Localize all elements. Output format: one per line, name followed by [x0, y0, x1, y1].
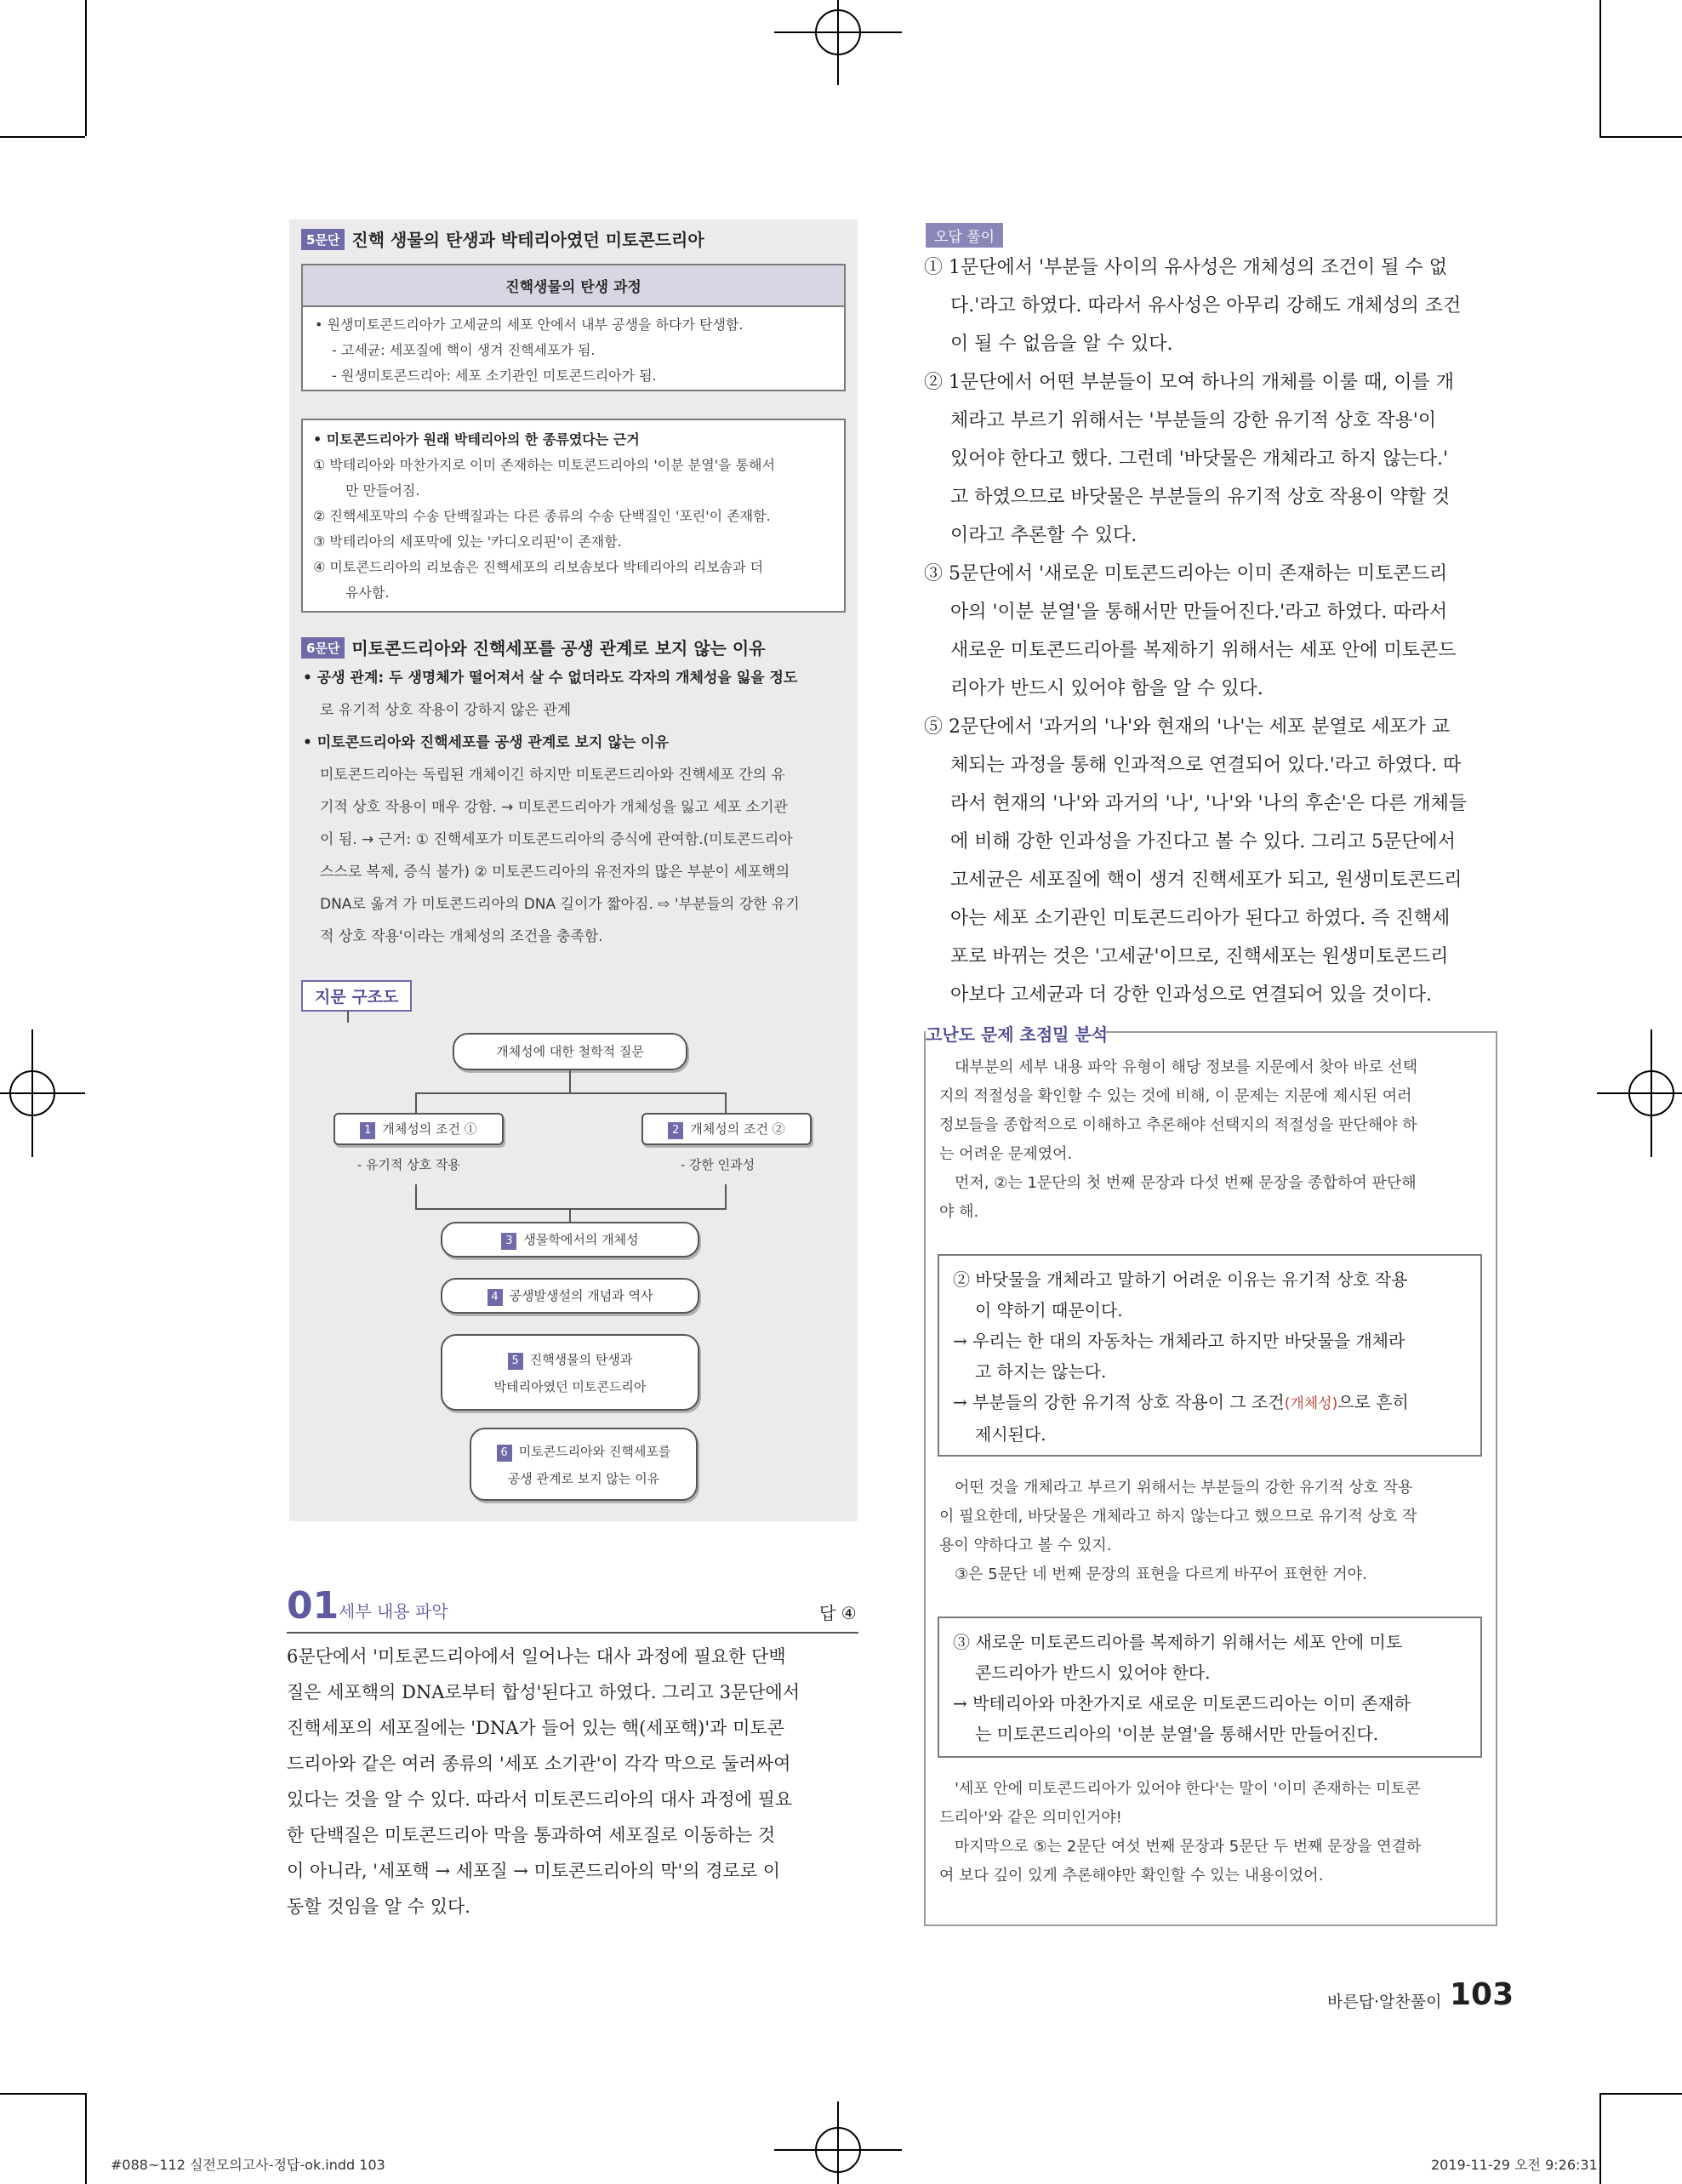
- node-1-sub: - 유기적 상호 작용: [357, 1157, 460, 1172]
- birth-process-title: 진핵생물의 탄생 과정: [303, 265, 844, 307]
- registration-mark: [9, 1070, 55, 1116]
- birth-process-box: 진핵생물의 탄생 과정 • 원생미토콘드리아가 고세균의 세포 안에서 내부 공생을 하다가 탄생함. - 고세균: 세포질에 핵이 생겨 진핵세포가 됨. - 원생미토콘드리아: 세포 소기관인 미토콘드리아가 됨.: [301, 264, 846, 391]
- crop-mark: [1599, 0, 1601, 136]
- focus-analysis-title: 고난도 문제 초점밀 분석: [926, 1024, 1109, 1045]
- connector: [725, 1092, 727, 1113]
- node-4: 4 공생발생설의 개념과 역사: [441, 1278, 699, 1314]
- highlight-annotation: (개체성): [1284, 1395, 1338, 1412]
- focus-paragraph-3: '세포 안에 미토콘드리아가 있어야 한다'는 말이 '이미 존재하는 미토콘 드리아'와 같은 의미인거야! 마지막으로 ⑤는 2문단 여섯 번째 문장과 5문단 두 번째 문장을 연결하 여 보다 깊이 있게 추론해야만 확인할 수 있는 내용이었어.: [939, 1780, 1422, 1885]
- registration-mark: [815, 9, 861, 55]
- quote-box-2: ② 바닷물을 개체라고 말하기 어려운 이유는 유기적 상호 작용 이 약하기 때문이다. → 우리는 한 대의 자동차는 개체라고 하지만 바닷물을 개체라 고 하지는 않는다. → 부분들의 강한 유기적 상호 작용이 그 조건(개체성)으로 흔히 제시된다.: [938, 1254, 1482, 1457]
- crop-mark: [1599, 2093, 1682, 2095]
- evidence-title: • 미토콘드리아가 원래 박테리아의 한 종류였다는 근거: [313, 431, 640, 448]
- connector: [415, 1092, 417, 1113]
- question-number: 01: [287, 1584, 339, 1628]
- focus-paragraph-2: 어떤 것을 개체라고 부르기 위해서는 부분들의 강한 유기적 상호 작용 이 필요한데, 바닷물은 개체라고 하지 않는다고 했으므로 유기적 상호 작 용이 약하다고 볼 수 있지. ③은 5문단 네 번째 문장의 표현을 다르게 바꾸어 표현한 거야.: [939, 1479, 1417, 1583]
- connector: [569, 1070, 571, 1092]
- node-1: 1 개체성의 조건 ①: [334, 1113, 504, 1145]
- crop-mark: [0, 136, 85, 138]
- question-answer: 답 ④: [819, 1603, 857, 1623]
- node-root: 개체성에 대한 철학적 질문: [453, 1033, 687, 1070]
- crop-mark: [0, 2093, 85, 2095]
- evidence-box: • 미토콘드리아가 원래 박테리아의 한 종류였다는 근거 ① 박테리아와 마찬가지로 이미 존재하는 미토콘드리아의 '이분 분열'을 통해서 만 만들어짐. ② 진핵세포막의 수송 단백질과는 다른 종류의 수송 단백질인 '포린'이 존재함. ③ 박테리아의 세포막에 있는 '카디오리핀'이 존재함. ④ 미토콘드리아의 리보솜은 진핵세포의 리보솜보다 박테리아의 리보솜과 더 유사함.: [301, 419, 846, 613]
- print-slug-date: 2019-11-29 오전 9:26:31: [1431, 2157, 1598, 2173]
- section5-tag: 5문단: [301, 229, 345, 250]
- wrong-answer-explanation: ① 1문단에서 '부분들 사이의 유사성은 개체성의 조건이 될 수 없 다.'라고 하였다. 따라서 유사성은 아무리 강해도 개체성의 조건 이 될 수 없음을 알 수 있다. ② 1문단에서 어떤 부분들이 모여 하나의 개체를 이룰 때, 이를 개 체라고 부르기 위해서는 '부분들의 강한 유기적 상호 작용'이 있어야 한다고 했다. 그런데 '바닷물은 개체라고 하지 않는다.' 고 하였으므로 바닷물은 부분들의 유기적 상호 작용이 약할 것 이라고 추론할 수 있다. ③ 5문단에서 '새로운 미토콘드리아는 이미 존재하는 미토콘드리 아의 '이분 분열'을 통해서만 만들어진다.'라고 하였다. 따라서 새로운 미토콘드리아를 복제하기 위해서는 세포 안에 미토콘드 리아가 반드시 있어야 함을 알 수 있다. ⑤ 2문단에서 '과거의 '나'와 현재의 '나'는 세포 분열로 세포가 교 체되는 과정을 통해 인과적으로 연결되어 있다.'라고 하였다. 따 라서 현재의 '나'와 과거의 '나', '나'와 '나의 후손'은 다른 개체들 에 비해 강한 인과성을 가진다고 볼 수 있다. 그리고 5문단에서 고세균은 세포질에 핵이 생겨 진핵세포가 되고, 원생미토콘드리 아는 세포 소기관인 미토콘드리아가 된다고 하였다. 즉 진핵세 포로 바뀌는 것은 '고세균'이므로, 진핵세포는 원생미토콘드리 아보다 고세균과 더 강한 인과성으로 연결되어 있을 것이다.: [924, 257, 1468, 1006]
- question-type: 세부 내용 파악: [339, 1601, 448, 1622]
- question-divider: [287, 1632, 858, 1634]
- registration-mark: [1628, 1070, 1674, 1116]
- tag-pointer: [347, 1011, 349, 1023]
- quote-box-3: ③ 새로운 미토콘드리아를 복제하기 위해서는 세포 안에 미토 콘드리아가 반드시 있어야 한다. → 박테리아와 마찬가지로 새로운 미토콘드리아는 이미 존재하 는 미토콘드리아의 '이분 분열'을 통해서만 만들어진다.: [938, 1617, 1482, 1758]
- focus-box-top-border: [1106, 1031, 1497, 1033]
- connector: [415, 1092, 725, 1094]
- section6-body: • 공생 관계: 두 생명체가 떨어져서 살 수 없더라도 각자의 개체성을 잃을 정도 로 유기적 상호 작용이 강하지 않은 관계 • 미토콘드리아와 진핵세포를 공생 관계로 보지 않는 이유 미토콘드리아는 독립된 개체이긴 하지만 미토콘드리아와 진핵세포 간의 유 기적 상호 작용이 매우 강함. → 미토콘드리아가 개체성을 잃고 세포 소기관 이 됨. → 근거: ① 진핵세포가 미토콘드리아의 증식에 관여함.(미토콘드리아 스스로 복제, 증식 불가) ② 미토콘드리아의 유전자의 많은 부분이 세포핵의 DNA로 옮겨 가 미토콘드리아의 DNA 길이가 짧아짐. ⇨ '부분들의 강한 유기 적 상호 작용'이라는 개체성의 조건을 충족함.: [303, 670, 800, 945]
- registration-mark: [815, 2127, 861, 2173]
- print-slug-file: #088~112 실전모의고사-정답-ok.indd 103: [111, 2157, 385, 2173]
- connector: [415, 1184, 417, 1210]
- node-2-sub: - 강한 인과성: [681, 1157, 755, 1172]
- connector: [415, 1208, 727, 1210]
- section5-heading: 5문단 진핵 생물의 탄생과 박테리아였던 미토콘드리아: [301, 226, 704, 251]
- focus-paragraph-1: 대부분의 세부 내용 파악 유형이 해당 정보를 지문에서 찾아 바로 선택 지의 적절성을 확인할 수 있는 것에 비해, 이 문제는 지문에 제시된 여러 정보들을 종합적으로 이해하고 추론해야 선택지의 적절성을 판단해야 하 는 어려운 문제였어. 먼저, ②는 1문단의 첫 번째 문장과 다섯 번째 문장을 종합하여 판단해 야 해.: [939, 1058, 1418, 1221]
- page-number: 103: [1450, 1977, 1514, 2012]
- node-5: 5 진핵생물의 탄생과 박테리아였던 미토콘드리아: [441, 1334, 699, 1411]
- wrong-answer-tag: 오답 풀이: [926, 223, 1003, 248]
- footer-book-label: 바른답·알찬풀이: [1327, 1993, 1442, 2011]
- question-explanation: 6문단에서 '미토콘드리아에서 일어나는 대사 과정에 필요한 단백 질은 세포핵의 DNA로부터 합성'된다고 하였다. 그리고 3문단에서 진핵세포의 세포질에는 'DNA가 들어 있는 핵(세포핵)'과 미토콘 드리아와 같은 여러 종류의 '세포 소기관'이 각각 막으로 둘러싸여 있다는 것을 알 수 있다. 따라서 미토콘드리아의 대사 과정에 필요 한 단백질은 미토콘드리아 막을 통과하여 세포질로 이동하는 것 이 아니라, '세포핵 → 세포질 → 미토콘드리아의 막'의 경로로 이 동할 것임을 알 수 있다.: [287, 1646, 801, 1917]
- crop-mark: [85, 2093, 87, 2184]
- crop-mark: [1599, 136, 1682, 138]
- connector: [569, 1208, 571, 1222]
- node-3: 3 생물학에서의 개체성: [441, 1222, 699, 1257]
- connector: [725, 1184, 727, 1210]
- section6-heading: 6문단 미토콘드리아와 진핵세포를 공생 관계로 보지 않는 이유: [301, 635, 766, 659]
- node-6: 6 미토콘드리아와 진핵세포를 공생 관계로 보지 않는 이유: [470, 1428, 698, 1501]
- node-2: 2 개체성의 조건 ②: [641, 1113, 812, 1145]
- crop-mark: [1599, 2093, 1601, 2184]
- structure-diagram-tag: 지문 구조도: [301, 980, 412, 1012]
- section6-tag: 6문단: [301, 637, 345, 659]
- crop-mark: [85, 0, 87, 136]
